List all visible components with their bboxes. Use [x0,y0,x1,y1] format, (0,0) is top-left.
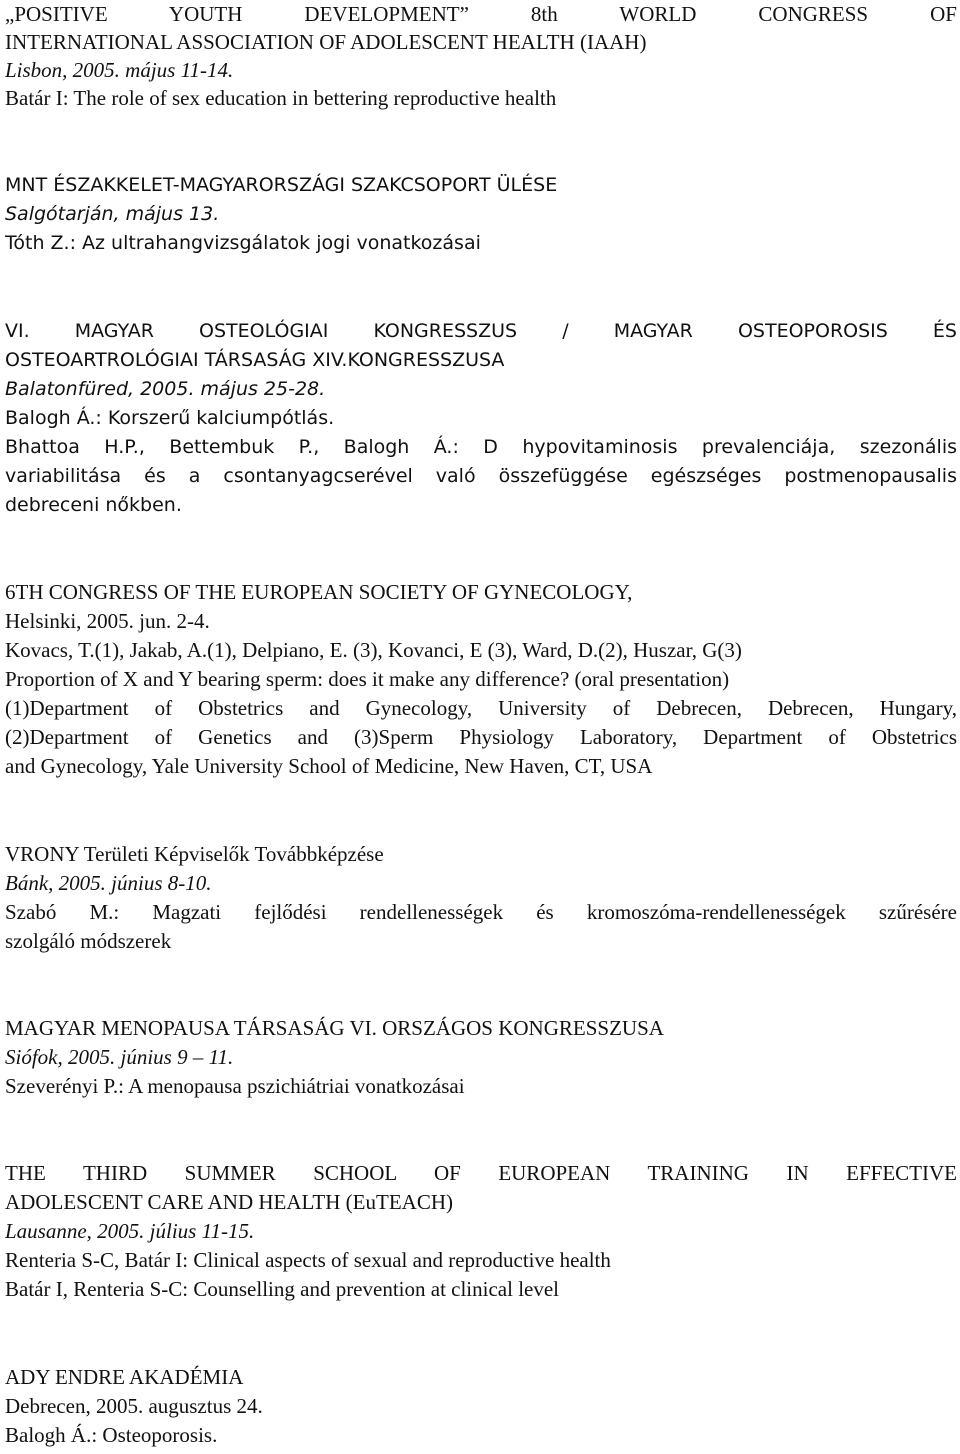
event-title: 6TH CONGRESS OF THE EUROPEAN SOCIETY OF GYNECOLOGY, [5,580,633,604]
presentation: Szeverényi P.: A menopausa pszichiátriai vonatkozásai [5,1074,465,1098]
event-title: THE THIRD SUMMER SCHOOL OF EUROPEAN TRAINING IN EFFECTIVE [5,1161,957,1185]
event-title: MAGYAR MENOPAUSA TÁRSASÁG VI. ORSZÁGOS KONGRESSZUSA [5,1016,664,1040]
presentation-continued: debreceni nőkben. [5,494,182,516]
presentation: Balogh Á.: Korszerű kalciumpótlás. [5,407,335,429]
event-title-continued: OSTEOARTROLÓGIAI TÁRSASÁG XIV.KONGRESSZUSA [5,349,505,371]
event-title: VI. MAGYAR OSTEOLÓGIAI KONGRESSZUS / MAGYAR OSTEOPOROSIS ÉS [5,320,957,342]
event-place-date: Debrecen, 2005. augusztus 24. [5,1394,263,1418]
event-place-date: Salgótarján, május 13. [5,203,220,225]
affiliations-continued: and Gynecology, Yale University School of Medicine, New Haven, CT, USA [5,754,653,778]
event-place-date: Siófok, 2005. június 9 – 11. [5,1045,234,1069]
event-place-date: Lausanne, 2005. július 11-15. [5,1219,255,1243]
event-title: „POSITIVE YOUTH DEVELOPMENT” 8th WORLD CONGRESS OF [5,2,957,26]
affiliations-continued: (2)Department of Genetics and (3)Sperm Physiology Laboratory, Department of Obstetrics [5,725,957,749]
presentation: Batár I: The role of sex education in bettering reproductive health [5,86,557,110]
event-place-date: Balatonfüred, 2005. május 25-28. [5,378,326,400]
presentation: Tóth Z.: Az ultrahangvizsgálatok jogi vonatkozásai [5,232,481,254]
event-title: ADY ENDRE AKADÉMIA [5,1365,244,1389]
presentation: Proportion of X and Y bearing sperm: does it make any difference? (oral presentation) [5,667,730,691]
event-title: VRONY Területi Képviselők Továbbképzése [5,842,384,866]
presentation: Balogh Á.: Osteoporosis. [5,1423,218,1447]
presentation-continued: variabilitása és a csontanyagcserével való összefüggése egészséges postmenopausalis [5,465,957,487]
event-title-continued: ADOLESCENT CARE AND HEALTH (EuTEACH) [5,1190,453,1214]
event-place-date: Helsinki, 2005. jun. 2-4. [5,609,210,633]
event-title: MNT ÉSZAKKELET-MAGYARORSZÁGI SZAKCSOPORT ÜLÉSE [5,174,558,196]
affiliations: (1)Department of Obstetrics and Gynecology, University of Debrecen, Debrecen, Hungary, [5,696,957,720]
presentation: Batár I, Renteria S-C: Counselling and prevention at clinical level [5,1277,560,1301]
authors: Kovacs, T.(1), Jakab, A.(1), Delpiano, E. (3), Kovanci, E (3), Ward, D.(2), Huszar, G(3) [5,638,742,662]
event-place-date: Lisbon, 2005. május 11-14. [5,58,234,82]
event-place-date: Bánk, 2005. június 8-10. [5,871,212,895]
event-title-continued: INTERNATIONAL ASSOCIATION OF ADOLESCENT HEALTH (IAAH) [5,30,647,54]
presentation-continued: szolgáló módszerek [5,929,172,953]
presentation: Bhattoa H.P., Bettembuk P., Balogh Á.: D hypovitaminosis prevalenciája, szezonális [5,436,957,458]
presentation: Renteria S-C, Batár I: Clinical aspects of sexual and reproductive health [5,1248,611,1272]
presentation: Szabó M.: Magzati fejlődési rendellenességek és kromoszóma-rendellenességek szűrésére [5,900,957,924]
